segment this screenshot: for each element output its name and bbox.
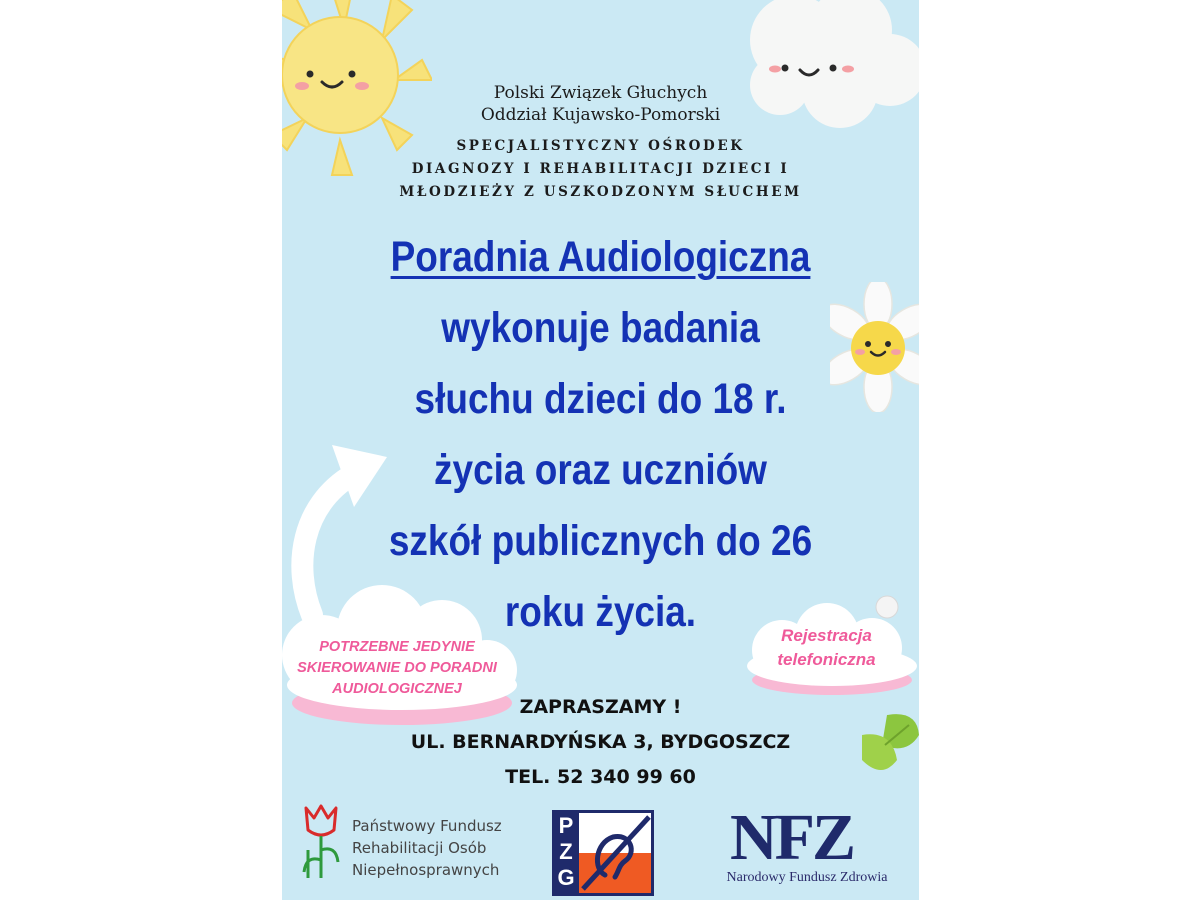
contact-block — [282, 690, 919, 795]
referral-note-line: SKIEROWANIE DO PORADNI — [297, 660, 497, 676]
headline-line: wykonuje badania — [441, 304, 760, 352]
headline-line: słuchu dzieci do 18 r. — [414, 375, 787, 423]
nfz-name: Narodowy Fundusz Zdrowia — [726, 870, 888, 885]
center-name-line2: DIAGNOZY I REHABILITACJI DZIECI I — [411, 161, 790, 177]
pzg-letter: P — [558, 813, 574, 838]
center-name-line1: SPECJALISTYCZNY OŚRODEK — [456, 138, 745, 154]
registration-note-line: telefoniczna — [777, 650, 876, 669]
pzg-letter: G — [557, 865, 575, 890]
referral-note-line: AUDIOLOGICZNEJ — [332, 681, 462, 697]
org-branch: Oddział Kujawsko-Pomorski — [480, 105, 721, 125]
referral-note-line: POTRZEBNE JEDYNIE — [319, 639, 475, 655]
registration-note — [744, 624, 909, 672]
poster — [282, 0, 919, 900]
pzg-letter: Z — [559, 839, 573, 864]
headline — [327, 222, 875, 648]
pfron-name-line: Niepełnosprawnych — [352, 861, 500, 879]
headline-line: szkół publicznych do 26 — [388, 517, 813, 565]
pfron-name-line: Państwowy Fundusz — [352, 817, 502, 835]
phone-text: TEL. 52 340 99 60 — [505, 766, 696, 788]
pfron-name-line: Rehabilitacji Osób — [352, 839, 487, 857]
nfz-logo: NFZ — [730, 801, 853, 874]
pfron-name — [352, 815, 502, 881]
registration-note-line: Rejestracja — [781, 626, 872, 645]
invite-text: ZAPRASZAMY ! — [519, 696, 682, 718]
tulip-icon — [296, 800, 346, 880]
address-text: UL. BERNARDYŃSKA 3, BYDGOSZCZ — [410, 731, 791, 753]
ear-icon — [579, 813, 651, 893]
center-name-line3: MŁODZIEŻY Z USZKODZONYM SŁUCHEM — [399, 184, 802, 200]
pzg-logo — [552, 810, 654, 896]
headline-line: życia oraz uczniów — [434, 446, 767, 494]
org-name: Polski Związek Głuchych — [493, 83, 708, 103]
headline-line: roku życia. — [504, 588, 697, 636]
headline-title: Poradnia Audiologiczna — [390, 233, 811, 281]
